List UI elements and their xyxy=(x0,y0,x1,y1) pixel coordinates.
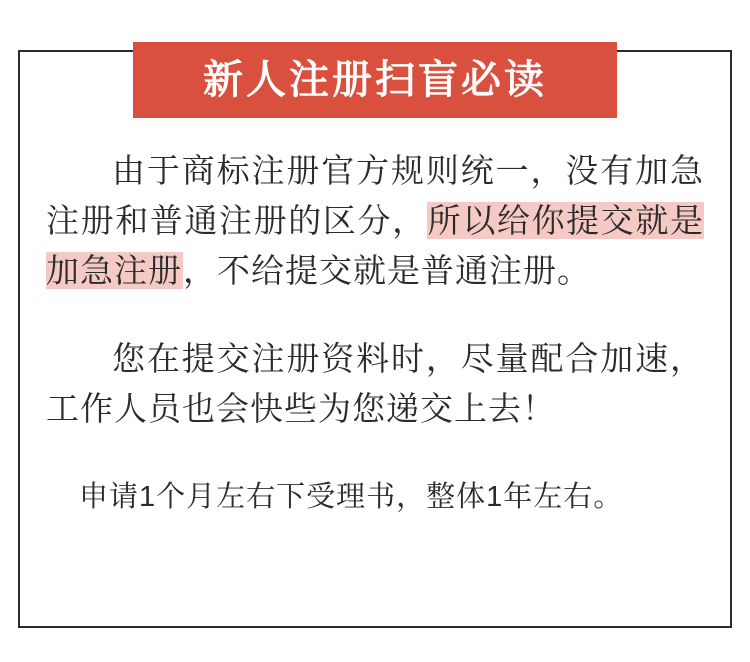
banner-title-text: 新人注册扫盲必读 xyxy=(203,58,547,102)
banner-title-bar xyxy=(133,42,617,118)
body-text: 您在提交注册资料时，尽量配合加速，工作人员也会快些为您递交上去！ xyxy=(46,340,704,427)
body-text: 申请1个月左右下受理书，整体1年左右。 xyxy=(79,481,624,513)
highlighted-text: 所以给你提交就是加急注册 xyxy=(46,202,705,289)
body-text: 由于商标注册官方规则统一，没有加急注册和普通注册的区分， xyxy=(46,152,704,239)
paragraph-1 xyxy=(46,146,704,296)
paragraph-2 xyxy=(46,334,704,434)
paragraph-3 xyxy=(46,472,704,522)
body-text: ，不给提交就是普通注册。 xyxy=(183,252,591,289)
poster-content xyxy=(18,50,732,628)
